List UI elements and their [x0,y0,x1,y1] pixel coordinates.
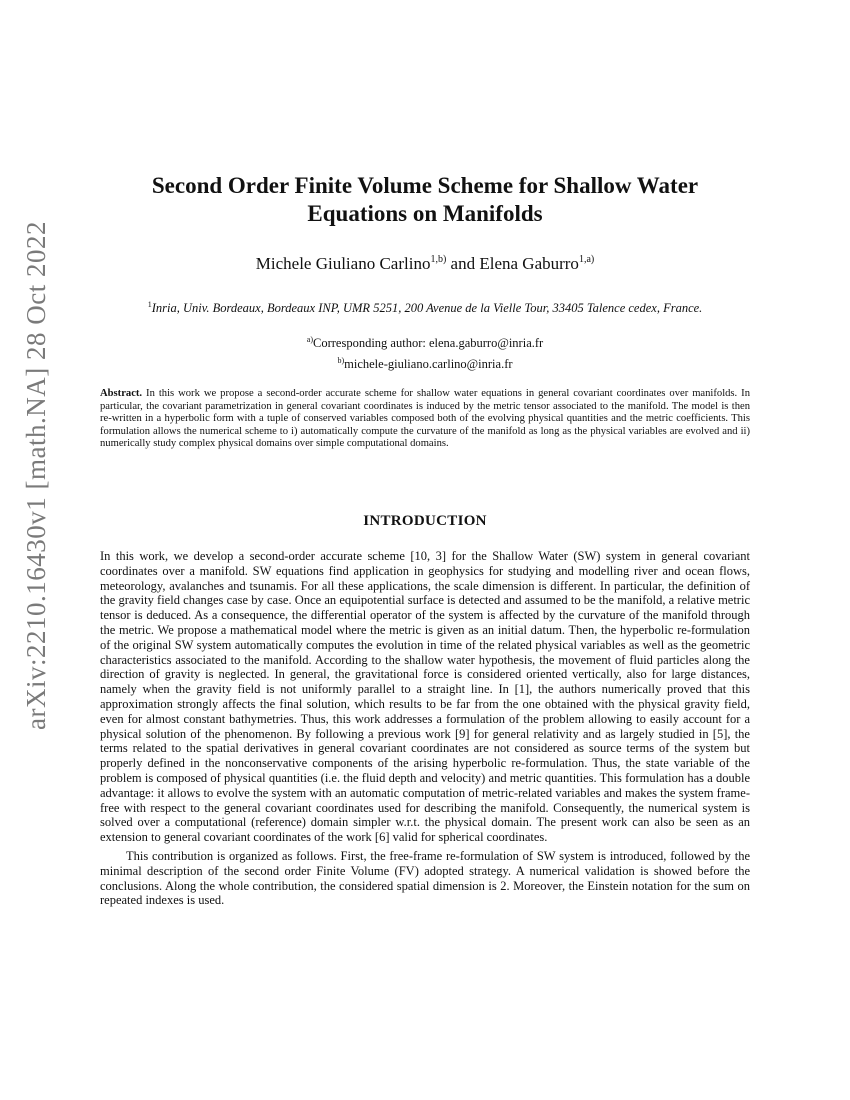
email-marker: b) [337,356,345,365]
arxiv-identifier-text: arXiv:2210.16430v1 [math.NA] 28 Oct 2022 [20,220,51,730]
introduction-body [100,549,750,908]
abstract [100,388,750,451]
body-paragraph: This contribution is organized as follows. First, the free-frame re-formulation of SW system is introduced, followed by the minimal description of the second order Finite Volume (FV) adopted strategy. A numerical validation is showed before the conclusions. Along the whole contribution, the considered spatial dimension is 2. Moreover, the Einstein notation for the sum on repeated indexes is used. [100,848,750,908]
author-list [100,254,750,274]
second-author-email: michele-giuliano.carlino@inria.fr [344,357,513,371]
corresponding-author-email: Corresponding author: elena.gaburro@inria.fr [313,336,544,350]
paper-title: Second Order Finite Volume Scheme for Shallow Water Equations on Manifolds [151,173,699,226]
second-author-email-line [100,352,750,373]
abstract-label: Abstract. [100,388,143,399]
section-heading-introduction: INTRODUCTION [363,513,487,529]
author-name: Elena Gaburro [479,254,579,273]
email-marker: a) [306,335,313,344]
arxiv-identifier-stamp [16,220,56,730]
abstract-text: In this work we propose a second-order accurate scheme for shallow water equations in general covariant coordinates over manifolds. In particular, the covariant parametrization in general covariant coordinates is induced by the metric tensor associated to the manifold. The model is then re-written in a hyperbolic form with a tuple of conserved variables composed both of the evolving physical quantities and the metric coefficients. This formulation allows the numerical scheme to i) automatically compute the curvature of the manifold as long as the physical variables are evolved and ii) numerically study complex physical domains over simple computational domains. [100,388,750,450]
affiliation [100,300,750,316]
contact-emails [100,331,750,373]
body-paragraph: In this work, we develop a second-order accurate scheme [10, 3] for the Shallow Water (SW) system in general covariant coordinates over a manifold. SW equations find application in geophysics for studying and modelling river and ocean flows, meteorology, avalanches and tsunamis. For all these applications, the scale dimension is different. In particular, the definition of the gravity field changes case by case. Once an equipotential surface is detected and assumed to be the manifold, a relative metric tensor is deduced. As a consequence, the differential operator of the system is affected by the curvature of the manifold through the metric. We propose a mathematical model where the metric is given as an initial datum. Then, the hyperbolic re-formulation of the original SW system automatically computes the evolution in time of the related physical variables as well as the geometric characteristics associated to the manifold. According to the shallow water hypothesis, the movement of fluid particles along the direction of gravity is neglected. In general, the gravitational force is considered oriented vertically, also for large distances, namely when the gravity field is not uniformly parallel to a straight line. In [1], the authors numerically proved that this approximation strongly affects the final solution, which results to be far from the one obtained with the physical gravity field, even for almost constant bathymetries. Thus, this work addresses a formulation of the problem allowing to easily account for a physical solution of the phenomenon. By following a previous work [9] for general relativity and as largely studied in [5], the terms related to the spatial derivatives in general covariant coordinates are not considered as source terms of the system but properly defined in the nonconservative components of the arising hyperbolic re-formulation. Thus, the state variable of the problem is composed of physical quantities (i.e. the fluid depth and velocity) and metric quantities. This formulation has a double advantage: it allows to evolve the system with an automatic computation of metric-related variables and makes the system frame-free with respect to the general covariant coordinates used for describing the manifold. Consequently, the numerical system is solved over a computational (reference) domain simpler w.r.t. the physical domain. The present work can also be seen as an extension to general covariant coordinates of the work [6] valid for spherical coordinates. [100,549,750,845]
corresponding-author-line [100,331,750,352]
author-affiliation-marker: 1,a) [578,254,595,265]
author-affiliation-marker: 1,b) [430,254,447,265]
affiliation-marker: 1 [147,300,152,309]
affiliation-text: Inria, Univ. Bordeaux, Bordeaux INP, UMR 5251, 200 Avenue de la Vielle Tour, 33405 Talence cedex, France. [151,301,703,315]
author-name: Michele Giuliano Carlino [255,254,431,273]
author-conjunction: and [446,254,480,273]
